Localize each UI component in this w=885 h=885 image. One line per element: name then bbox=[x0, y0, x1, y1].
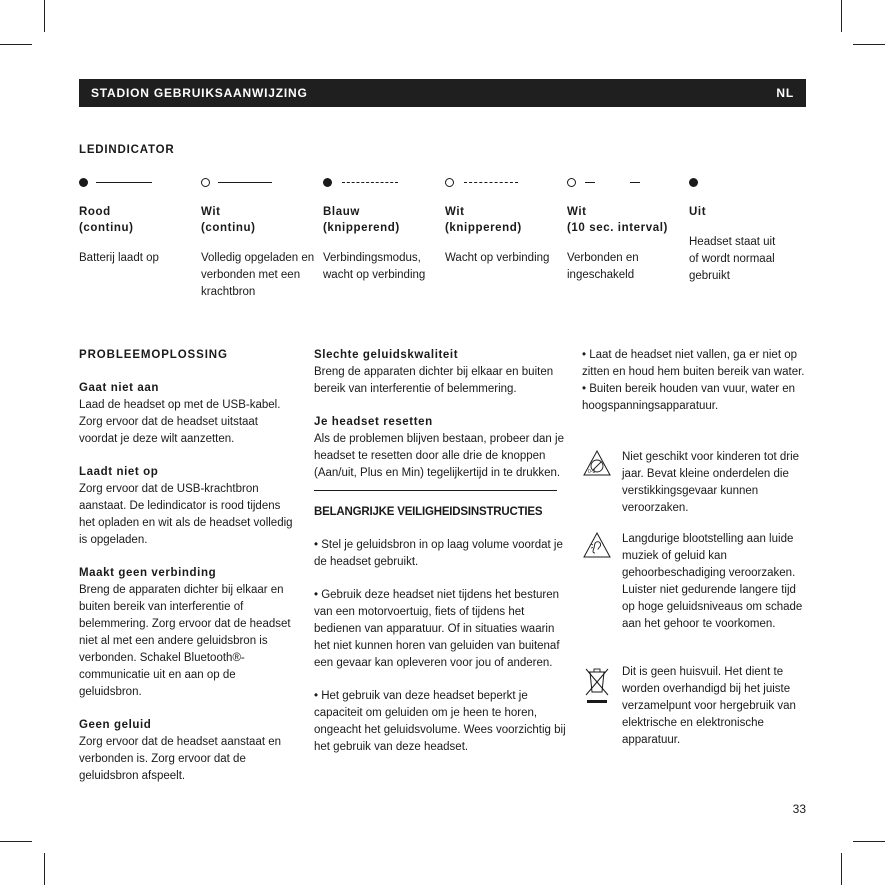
led-indicator bbox=[323, 176, 443, 190]
troubleshooting-column-2 bbox=[314, 347, 570, 756]
issue-heading: Je headset resetten bbox=[314, 416, 433, 428]
led-item-white-blinking bbox=[445, 176, 565, 267]
issue-heading: Slechte geluidskwaliteit bbox=[314, 349, 459, 361]
page-number: 33 bbox=[792, 802, 806, 816]
weee-bin-icon bbox=[582, 664, 612, 704]
issue-text: Breng de apparaten dichter bij elkaar en buiten bereik van interferentie of belemmering. bbox=[314, 366, 554, 395]
led-description: Volledig opgeladen en verbonden met een krachtbron bbox=[201, 252, 315, 298]
issue-heading: Geen geluid bbox=[79, 719, 152, 731]
safety-column-3 bbox=[582, 347, 806, 415]
led-name: Wit (10 sec. interval) bbox=[567, 206, 668, 234]
issue-text: Zorg ervoor dat de USB-krachtbron aanstaat. De ledindicator is rood tijdens het opladen en wit als de headset volledig is opgeladen. bbox=[79, 483, 293, 546]
crop-mark bbox=[44, 0, 45, 32]
warning-weee bbox=[582, 664, 806, 749]
led-line-dashed bbox=[464, 182, 518, 183]
issue-text: Zorg ervoor dat de headset aanstaat en verbonden is. Zorg ervoor dat de geluidsbron afspeelt. bbox=[79, 736, 282, 782]
warning-hearing bbox=[582, 531, 806, 633]
led-name: Blauw (knipperend) bbox=[323, 206, 400, 234]
safety-bullet: • Het gebruik van deze headset beperkt je capaciteit om geluiden om je heen te horen, ongeacht het geluidsvolume. Wees voorzichtig bij het gebruik van deze headset. bbox=[314, 690, 566, 753]
safety-bullet: • Stel je geluidsbron in op laag volume voordat je de headset gebruikt. bbox=[314, 539, 563, 568]
crop-mark bbox=[0, 44, 32, 45]
crop-mark bbox=[853, 841, 885, 842]
led-item-red bbox=[79, 176, 199, 267]
led-description: Verbonden en ingeschakeld bbox=[567, 252, 639, 281]
crop-mark bbox=[853, 44, 885, 45]
age-warning-icon bbox=[582, 449, 612, 479]
safety-bullet: • Laat de headset niet vallen, ga er niet op zitten en houd hem buiten bereik van water. bbox=[582, 349, 805, 378]
led-description: Headset staat uit of wordt normaal gebruikt bbox=[689, 236, 776, 282]
led-line-short bbox=[585, 182, 595, 183]
issue-text: Als de problemen blijven bestaan, probeer dan je headset te resetten door alle drie de knoppen (Aan/uit, Plus en Min) tegelijkertijd in te drukken. bbox=[314, 433, 564, 479]
led-item-white-interval bbox=[567, 176, 687, 284]
led-line-short bbox=[630, 182, 640, 183]
led-name: Rood (continu) bbox=[79, 206, 134, 234]
led-section-title: LEDINDICATOR bbox=[79, 144, 175, 156]
issue-heading: Maakt geen verbinding bbox=[79, 567, 217, 579]
issue-text: Breng de apparaten dichter bij elkaar en buiten bereik van interferentie of belemmering. Zorg ervoor dat de headset niet al met een andere geluidsbron is verbonden. Schakel Bluetooth®-communicatie uit en aan op de geluidsbron. bbox=[79, 584, 291, 698]
safety-bullet: • Gebruik deze headset niet tijdens het besturen van een motorvoertuig, fiets of tijdens het bedienen van apparatuur. Of in situaties waarin het niet kunnen horen van geluiden van buitenaf een gevaar kan opleveren voor jou of anderen. bbox=[314, 589, 560, 669]
led-indicator bbox=[79, 176, 199, 190]
led-indicator bbox=[201, 176, 321, 190]
warning-text: Langdurige blootstelling aan luide muziek of geluid kan gehoorbeschadiging veroorzaken. Luister niet gedurende langere tijd op hoge geluidsniveaus om schade aan het gehoor te voorkomen. bbox=[622, 533, 803, 630]
troubleshooting-column-1 bbox=[79, 347, 299, 785]
safety-title: BELANGRIJKE VEILIGHEIDSINSTRUCTIES bbox=[314, 506, 543, 518]
troubleshooting-title: PROBLEEMOPLOSSING bbox=[79, 349, 228, 361]
led-name: Uit bbox=[689, 206, 707, 218]
led-description: Wacht op verbinding bbox=[445, 252, 550, 264]
led-dot-icon bbox=[201, 178, 210, 187]
led-name: Wit (continu) bbox=[201, 206, 256, 234]
led-line-dashed bbox=[342, 182, 398, 183]
led-dot-icon bbox=[445, 178, 454, 187]
led-name: Wit (knipperend) bbox=[445, 206, 522, 234]
divider bbox=[314, 490, 557, 491]
document-title: STADION GEBRUIKSAANWIJZING bbox=[91, 86, 308, 100]
led-line-continuous bbox=[218, 182, 272, 183]
led-dot-icon bbox=[567, 178, 576, 187]
hearing-warning-icon bbox=[582, 531, 612, 561]
led-description: Verbindingsmodus, wacht op verbinding bbox=[323, 252, 426, 281]
header-bar bbox=[79, 79, 806, 107]
led-indicator bbox=[689, 176, 809, 190]
age-label: 0-3 bbox=[588, 469, 596, 475]
warning-text: Dit is geen huisvuil. Het dient te worden overhandigd bij het juiste verzamelpunt voor hergebruik van elektrische en elektronische apparatuur. bbox=[622, 666, 796, 746]
led-indicator bbox=[567, 176, 687, 190]
led-dot-icon bbox=[323, 178, 332, 187]
crop-mark bbox=[841, 0, 842, 32]
led-description: Batterij laadt op bbox=[79, 252, 159, 264]
led-item-white-continuous bbox=[201, 176, 321, 301]
issue-heading: Gaat niet aan bbox=[79, 382, 160, 394]
led-dot-icon bbox=[79, 178, 88, 187]
warning-text: Niet geschikt voor kinderen tot drie jaar. Bevat kleine onderdelen die verstikkingsgevaar kunnen veroorzaken. bbox=[622, 451, 800, 514]
warning-age bbox=[582, 449, 806, 517]
led-item-off bbox=[689, 176, 809, 285]
led-line-continuous bbox=[96, 182, 152, 183]
led-indicator bbox=[445, 176, 565, 190]
safety-bullet: • Buiten bereik houden van vuur, water en hoogspanningsapparatuur. bbox=[582, 383, 796, 412]
issue-text: Laad de headset op met de USB-kabel. Zorg ervoor dat de headset uitstaat voordat je deze wilt aanzetten. bbox=[79, 399, 281, 445]
led-dot-icon bbox=[689, 178, 698, 187]
led-item-blue-blinking bbox=[323, 176, 443, 284]
crop-mark bbox=[44, 853, 45, 885]
issue-heading: Laadt niet op bbox=[79, 466, 159, 478]
language-code: NL bbox=[776, 86, 794, 100]
crop-mark bbox=[841, 853, 842, 885]
crop-mark bbox=[0, 841, 32, 842]
